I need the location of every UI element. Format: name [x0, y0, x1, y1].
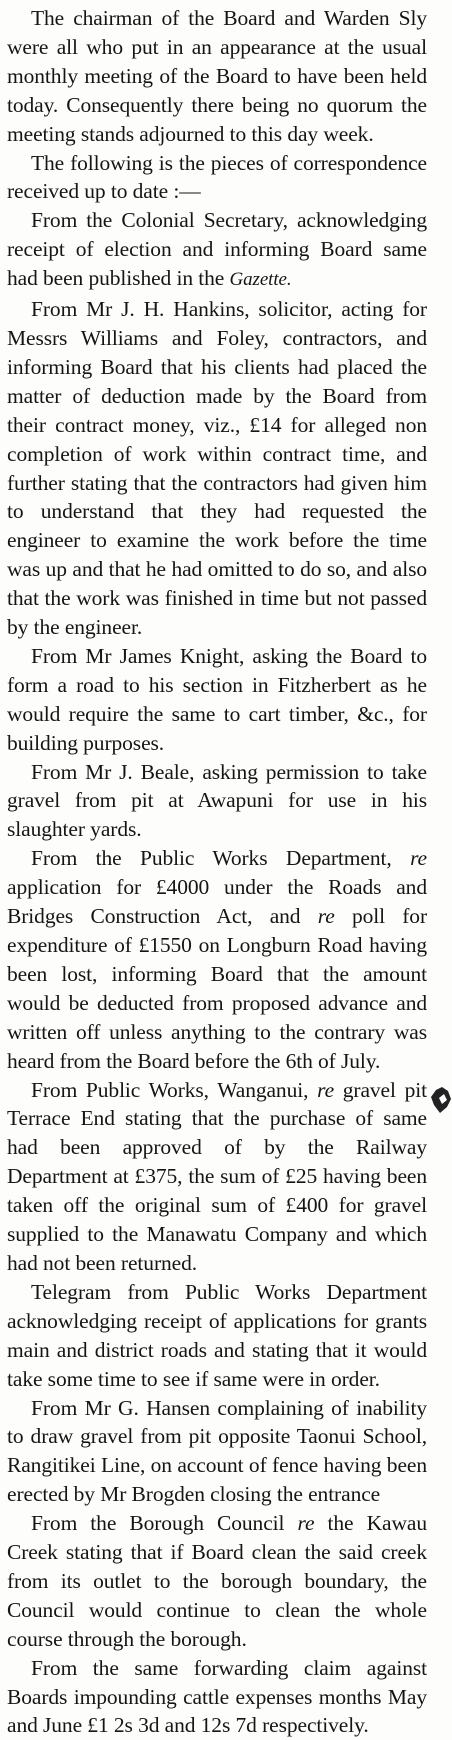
paragraph-james-knight: [7, 642, 427, 758]
paragraph-text: From the Colonial Secretary, acknowledging receipt of election and informing Board same had been published in the: [7, 208, 427, 291]
paragraph-text: From Mr J. H. Hankins, solicitor, acting for Messrs Williams and Foley, contractors, and informing Board that his clients had placed the matter of deduction made by the Board from their contract money, viz., £14 for alleged non completion of work within contract time, and further stating that the contractors had given him to understand that they had requested the engineer to examine the work before the time was up and that he had omitted to do so, and also that the work was finished in time but not passed by the engineer.: [7, 297, 427, 640]
ink-blot-mark: [428, 1085, 452, 1115]
paragraph-beale: [7, 758, 427, 845]
paragraph-text: From Public Works, Wanganui,: [31, 1077, 309, 1102]
paragraph-text: the Kawau Creek stating that if Board clean the said creek from its outlet to the borough boundary, the Council would continue to clean the whole course through the borough.: [7, 1511, 427, 1651]
paragraph-text: From the same forwarding claim against Boards impounding cattle expenses months May and June £1 2s 3d and 12s 7d respectively.: [7, 1655, 427, 1738]
paragraph-impounding-claim: [7, 1654, 427, 1740]
re-italic: re: [317, 904, 335, 929]
paragraph-hansen: [7, 1394, 427, 1510]
paragraph-text: poll for expenditure of £1550 on Longburn Road having been lost, informing Board that the amount would be deducted from proposed advance and written off unless anything to the contrary was heard from the Board before the 6th of July.: [7, 904, 428, 1073]
paragraph-public-works-department: [7, 844, 427, 1075]
paragraph-correspondence-intro: [7, 149, 427, 207]
paragraph-text: gravel pit Terrace End stating that the purchase of same had been approved of by the Railway Department at £375, the sum of £25 having been taken off the original sum of £400 for gravel supplied to the Manawatu Company and which had not been returned.: [7, 1077, 427, 1275]
paragraph-text: From the Borough Council: [31, 1511, 285, 1536]
paragraph-borough-council: [7, 1509, 427, 1654]
paragraph-text: Telegram from Public Works Department acknowledging receipt of applications for grants main and district roads and stating that it would take some time to see if same were in order.: [7, 1279, 427, 1391]
paragraph-text: application for £4000 under the Roads and Bridges Construction Act, and: [7, 875, 427, 929]
paragraph-public-works-wanganui: [7, 1076, 427, 1278]
paragraph-colonial-secretary: [7, 206, 427, 295]
re-italic: re: [297, 1511, 315, 1536]
gazette-italic: Gazette.: [229, 269, 292, 291]
re-italic: re: [410, 846, 427, 871]
article-column: [7, 4, 427, 1740]
paragraph-text: The following is the pieces of correspondence received up to date :—: [7, 150, 427, 204]
re-italic: re: [317, 1077, 335, 1102]
paragraph-text: The chairman of the Board and Warden Sly were all who put in an appearance at the usual monthly meeting of the Board to have been held today. Consequently there being no quorum the meeting stands adjourned to this day week.: [7, 6, 427, 146]
paragraph-meeting-adjourned: [7, 4, 427, 149]
paragraph-hankins: [7, 295, 427, 642]
paragraph-text: From Mr James Knight, asking the Board to form a road to his section in Fitzherbert as he would require the same to cart timber, &c., for building purposes.: [7, 643, 427, 755]
paragraph-text: From Mr J. Beale, asking permission to take gravel from pit at Awapuni for use in his slaughter yards.: [7, 759, 427, 842]
paragraph-text: From the Public Works Department,: [31, 846, 392, 871]
paragraph-text: From Mr G. Hansen complaining of inability to draw gravel from pit opposite Taonui School, Rangitikei Line, on account of fence having been erected by Mr Brogden closing the entrance: [7, 1395, 427, 1507]
paragraph-telegram: [7, 1278, 427, 1394]
